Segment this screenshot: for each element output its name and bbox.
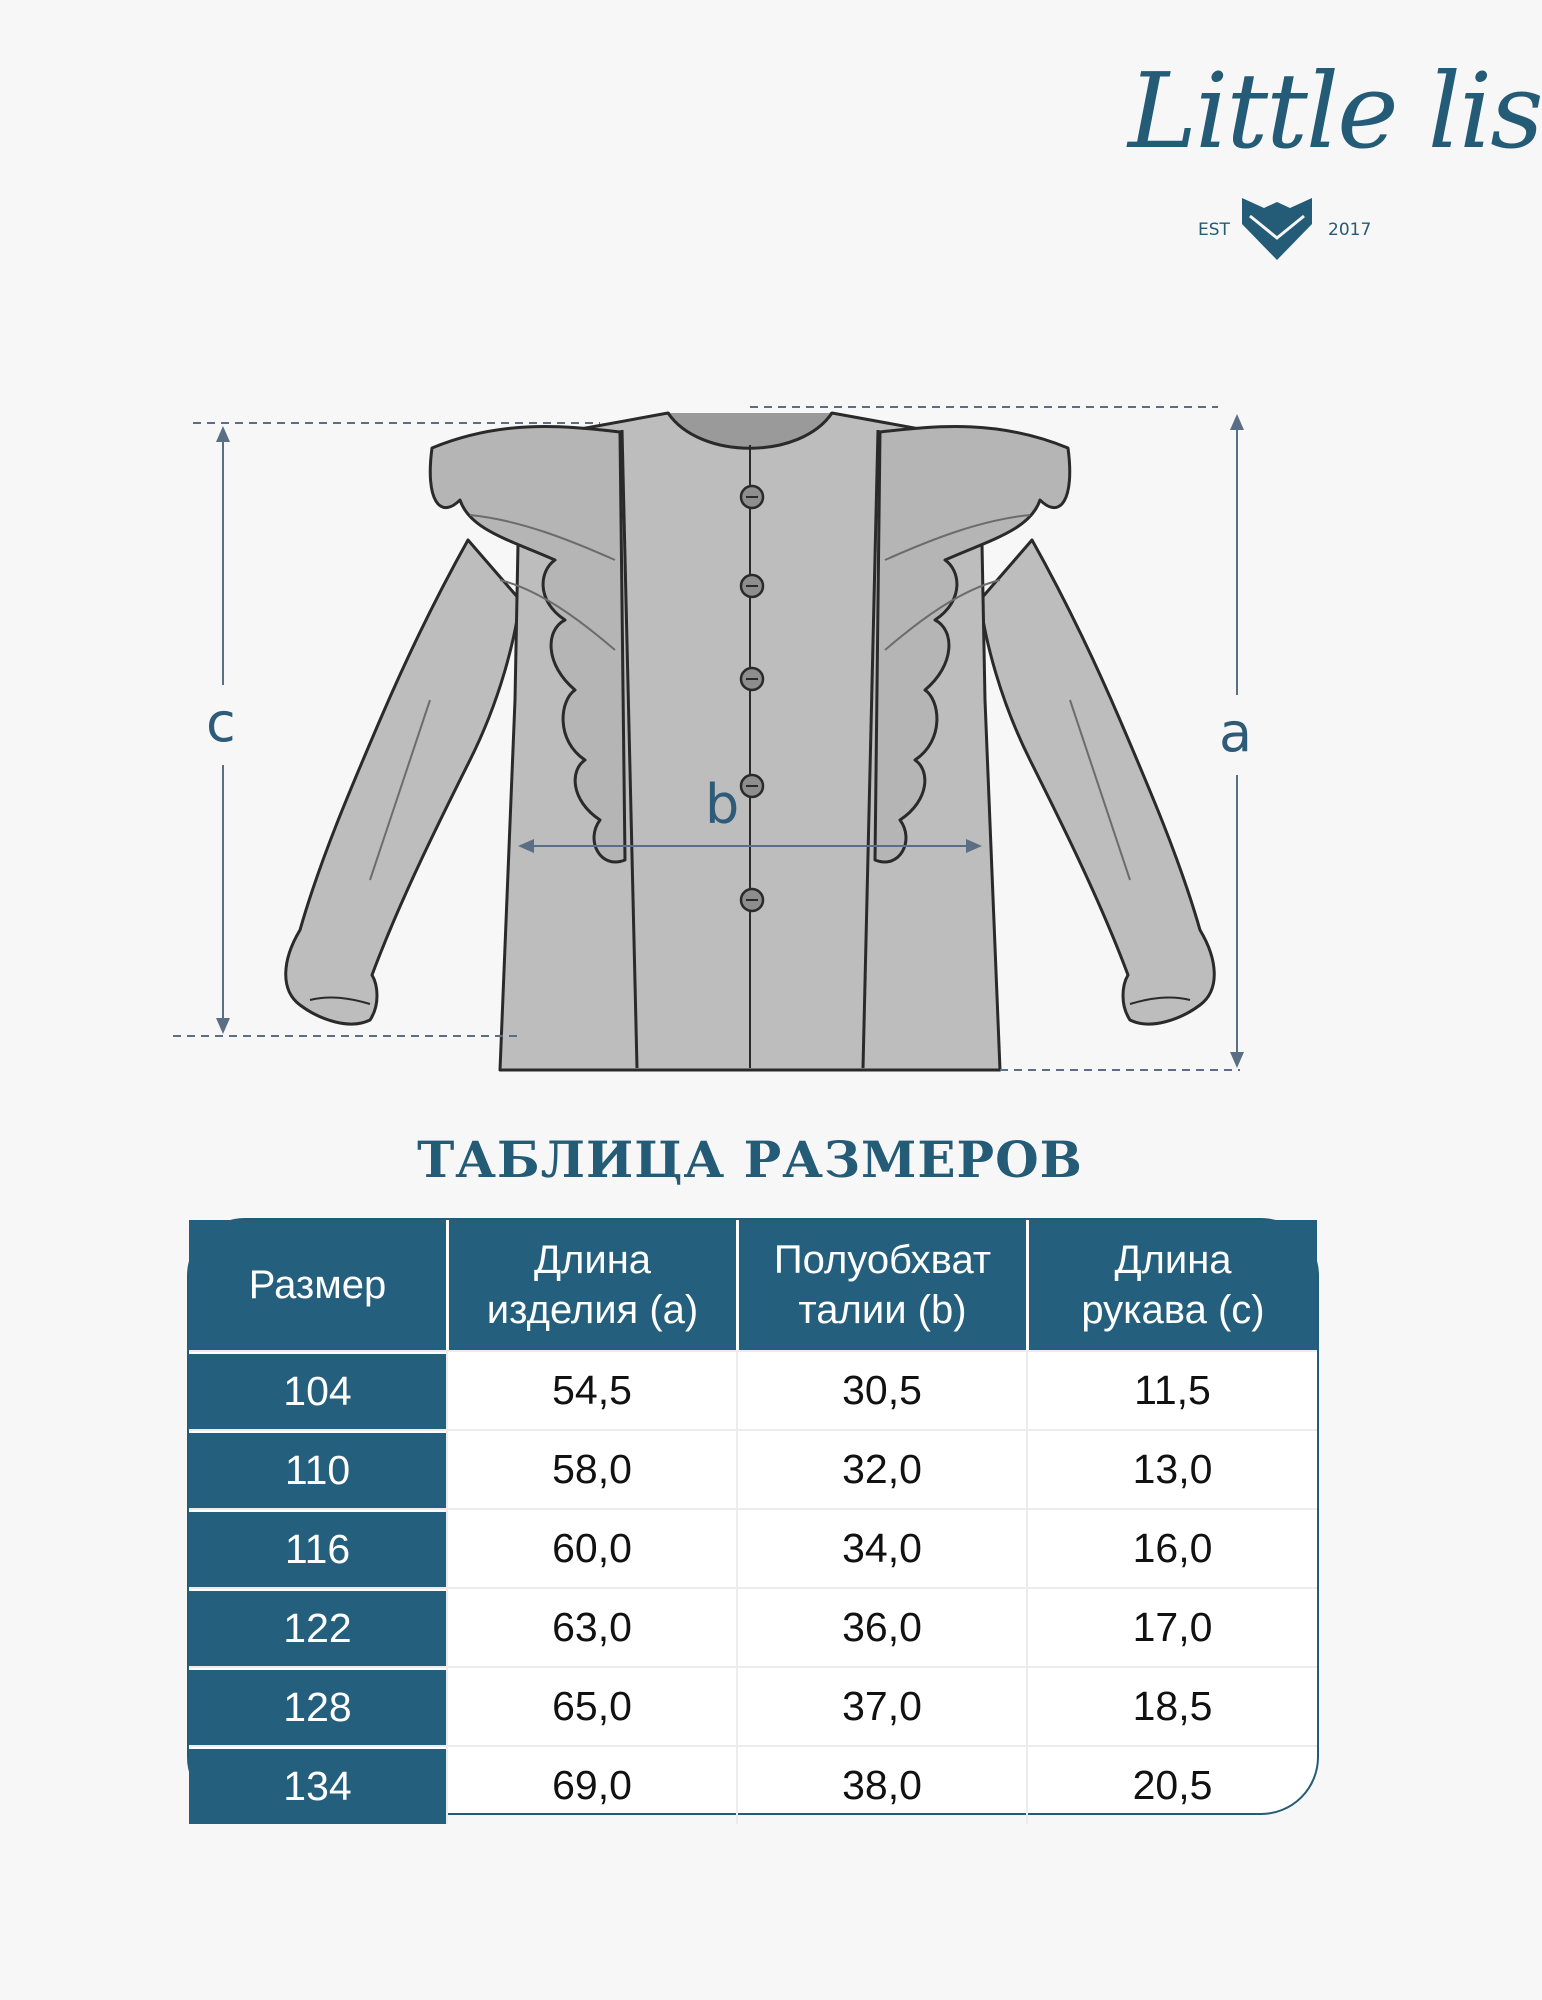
cell-size: 104 [189, 1352, 446, 1429]
table-row [189, 1666, 1317, 1745]
dimension-label-b: b [705, 773, 740, 836]
cell-half-waist: 32,0 [736, 1431, 1026, 1508]
cell-half-waist: 37,0 [736, 1668, 1026, 1745]
left-sleeve [286, 540, 520, 1024]
right-sleeve [980, 540, 1214, 1024]
cell-length: 65,0 [446, 1668, 736, 1745]
button-4 [741, 775, 763, 797]
header-sleeve-line1: Длина [1114, 1238, 1232, 1282]
cell-length: 60,0 [446, 1510, 736, 1587]
brand-name: Little lis [1128, 50, 1542, 172]
brand-est-label: EST [1198, 220, 1230, 240]
header-length-line2: изделия (a) [486, 1288, 699, 1332]
header-size [189, 1220, 446, 1350]
size-table-title: ТАБЛИЦА РАЗМЕРОВ [417, 1130, 1083, 1189]
cell-half-waist: 38,0 [736, 1747, 1026, 1824]
cell-sleeve: 18,5 [1026, 1668, 1317, 1745]
cell-sleeve: 11,5 [1026, 1352, 1317, 1429]
cell-length: 69,0 [446, 1747, 736, 1824]
cell-size: 122 [189, 1589, 446, 1666]
header-half-waist-line1: Полуобхват [773, 1238, 992, 1282]
cell-half-waist: 30,5 [736, 1352, 1026, 1429]
size-table-header [189, 1220, 1317, 1350]
brand-est-year: 2017 [1328, 220, 1372, 240]
cell-size: 110 [189, 1431, 446, 1508]
button-1 [741, 486, 763, 508]
cell-length: 54,5 [446, 1352, 736, 1429]
cell-sleeve: 17,0 [1026, 1589, 1317, 1666]
header-sleeve-line2: рукава (c) [1081, 1288, 1265, 1332]
cell-size: 116 [189, 1510, 446, 1587]
cell-length: 63,0 [446, 1589, 736, 1666]
table-row [189, 1587, 1317, 1666]
dimension-label-a: a [1219, 701, 1253, 764]
header-size-line1: Размер [248, 1263, 387, 1307]
cell-sleeve: 13,0 [1026, 1431, 1317, 1508]
cell-size: 128 [189, 1668, 446, 1745]
header-length-line1: Длина [533, 1238, 652, 1282]
cell-half-waist: 34,0 [736, 1510, 1026, 1587]
table-row [189, 1350, 1317, 1429]
table-row [189, 1745, 1317, 1824]
size-table [187, 1218, 1319, 1815]
header-sleeve [1026, 1220, 1317, 1350]
header-length [446, 1220, 736, 1350]
table-row [189, 1508, 1317, 1587]
button-2 [741, 575, 763, 597]
cell-sleeve: 16,0 [1026, 1510, 1317, 1587]
cell-half-waist: 36,0 [736, 1589, 1026, 1666]
table-row [189, 1429, 1317, 1508]
cell-size: 134 [189, 1747, 446, 1824]
button-3 [741, 668, 763, 690]
header-half-waist-line2: талии (b) [798, 1288, 967, 1332]
header-half-waist [736, 1220, 1026, 1350]
button-5 [741, 889, 763, 911]
cell-sleeve: 20,5 [1026, 1747, 1317, 1824]
cell-length: 58,0 [446, 1431, 736, 1508]
dimension-label-c: c [206, 691, 236, 754]
